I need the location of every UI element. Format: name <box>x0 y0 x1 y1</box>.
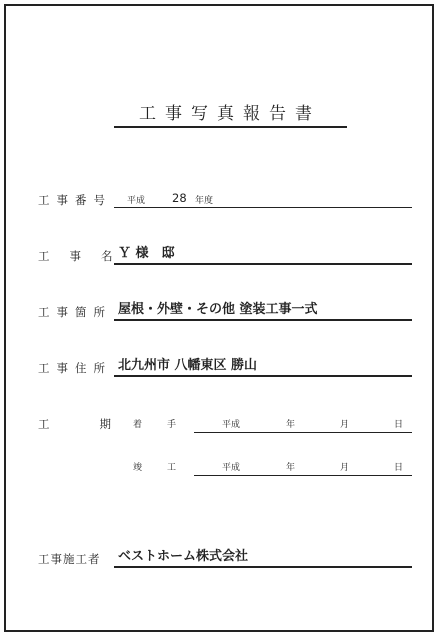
construction-number-suffix: 年度 <box>195 196 214 206</box>
period-end-day-unit: 日 <box>394 463 404 473</box>
construction-address-value: 北九州市 八幡東区 勝山 <box>118 358 258 373</box>
contractor-value: ベストホーム株式会社 <box>118 549 249 564</box>
period-end-year-unit: 年 <box>286 463 296 473</box>
period-end-label: 竣 工 <box>133 463 185 473</box>
period-end-rule <box>194 475 412 476</box>
construction-location-rule <box>114 319 412 321</box>
construction-address-rule <box>114 375 412 377</box>
construction-number-label: 工事番号 <box>38 193 112 207</box>
construction-number-year: 28 <box>172 191 187 205</box>
title-underline <box>114 126 347 128</box>
construction-address-label: 工事住所 <box>38 361 112 375</box>
period-start-day-unit: 日 <box>394 420 404 430</box>
period-start-year-unit: 年 <box>286 420 296 430</box>
period-start-label: 着 手 <box>133 420 185 430</box>
period-end-era: 平成 <box>222 463 241 473</box>
period-start-rule <box>194 432 412 433</box>
period-end-month-unit: 月 <box>340 463 350 473</box>
contractor-rule <box>114 566 412 568</box>
construction-number-rule <box>114 207 412 208</box>
document-title: 工事写真報告書 <box>139 104 321 124</box>
construction-name-rule <box>114 263 412 265</box>
contractor-label: 工事施工者 <box>38 552 101 566</box>
construction-location-label: 工事箇所 <box>38 305 112 319</box>
construction-location-value: 屋根・外壁・その他 塗装工事一式 <box>118 302 318 317</box>
period-start-month-unit: 月 <box>340 420 350 430</box>
construction-name-value: Ｙ 様 邸 <box>118 246 175 261</box>
construction-period-label: 工 期 <box>38 417 120 431</box>
construction-number-era: 平成 <box>127 196 146 206</box>
construction-name-label: 工事名 <box>38 249 133 263</box>
period-start-era: 平成 <box>222 420 241 430</box>
